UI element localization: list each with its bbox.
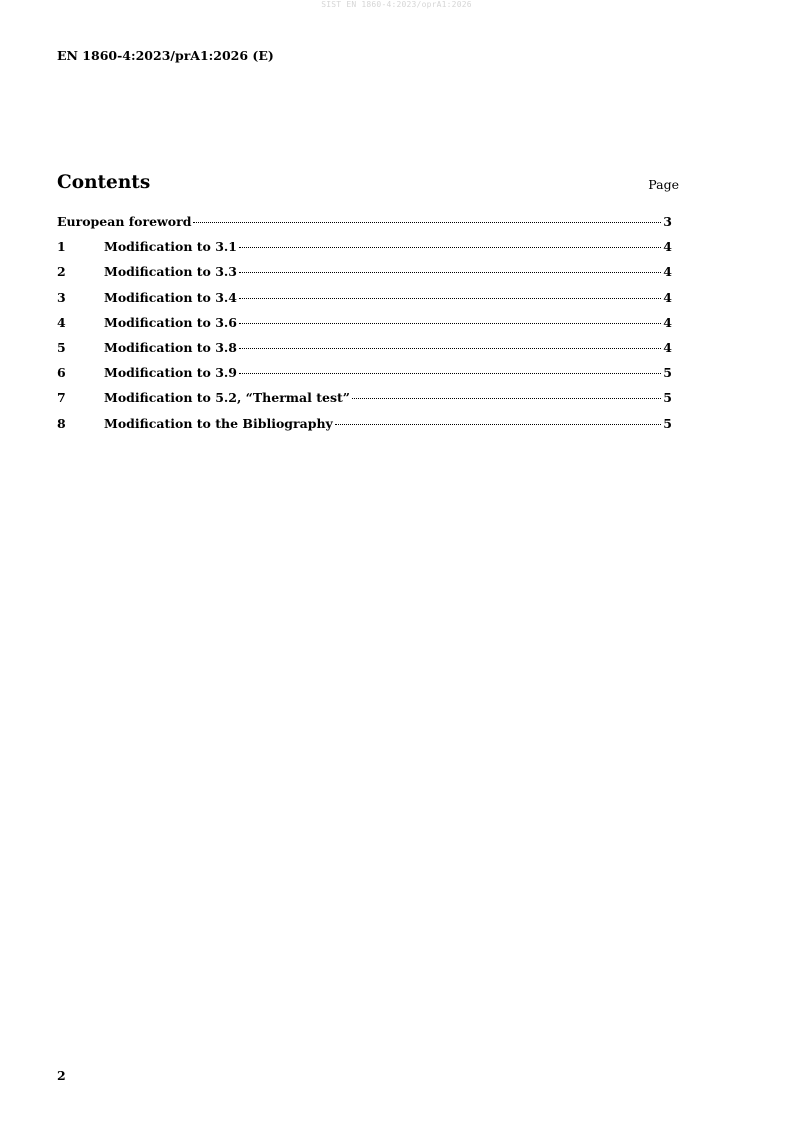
toc-entry-title: Modification to 3.1	[104, 239, 237, 255]
dot-leader	[352, 398, 661, 399]
toc-entry-number: 8	[57, 415, 66, 431]
toc-entry-7[interactable]	[57, 390, 672, 415]
toc-entry-number: 4	[57, 314, 66, 330]
toc-entry-5[interactable]	[57, 340, 672, 365]
dot-leader	[239, 272, 661, 273]
dot-leader	[193, 222, 661, 223]
toc-entry-3[interactable]	[57, 290, 672, 315]
toc-entry-title: Modification to 5.2, “Thermal test”	[104, 390, 350, 406]
toc-entry-2[interactable]	[57, 264, 672, 289]
toc-entry-1[interactable]	[57, 239, 672, 264]
toc-entry-6[interactable]	[57, 365, 672, 390]
toc-entry-number: 2	[57, 264, 66, 280]
dot-leader	[335, 424, 662, 425]
dot-leader	[239, 373, 661, 374]
toc-entry-title: Modification to 3.9	[104, 365, 237, 381]
toc-entry-number: 6	[57, 365, 66, 381]
page-column-label: Page	[648, 177, 679, 192]
toc-entry-number: 7	[57, 390, 66, 406]
toc-entry-page: 4	[663, 314, 672, 330]
page-number: 2	[57, 1068, 66, 1083]
dot-leader	[239, 348, 661, 349]
toc-entry-title: Modification to 3.6	[104, 314, 237, 330]
toc-entry-number: 5	[57, 339, 66, 355]
dot-leader	[239, 298, 661, 299]
toc-entry-8[interactable]	[57, 416, 672, 441]
toc-entry-title: European foreword	[57, 214, 192, 229]
toc-entry-title: Modification to the Bibliography	[104, 415, 333, 431]
document-id-header: EN 1860-4:2023/prA1:2026 (E)	[57, 48, 274, 63]
toc-entry-page: 5	[663, 415, 672, 431]
watermark: SIST EN 1860-4:2023/oprA1:2026	[321, 0, 472, 9]
dot-leader	[239, 247, 661, 248]
toc-entry-page: 5	[663, 390, 672, 406]
toc-entry-page: 4	[663, 239, 672, 255]
table-of-contents	[57, 214, 672, 441]
contents-heading: Contents	[57, 172, 151, 193]
toc-entry-4[interactable]	[57, 315, 672, 340]
toc-entry-page: 4	[663, 339, 672, 355]
toc-entry-title: Modification to 3.4	[104, 289, 237, 305]
toc-entry-title: Modification to 3.3	[104, 264, 237, 280]
toc-entry-number: 1	[57, 239, 66, 255]
toc-entry-page: 4	[663, 289, 672, 305]
toc-entry-page: 3	[663, 214, 672, 229]
toc-entry-page: 4	[663, 264, 672, 280]
dot-leader	[239, 323, 661, 324]
toc-entry-page: 5	[663, 365, 672, 381]
toc-entry-foreword[interactable]	[57, 214, 672, 239]
toc-entry-number: 3	[57, 289, 66, 305]
toc-entry-title: Modification to 3.8	[104, 339, 237, 355]
